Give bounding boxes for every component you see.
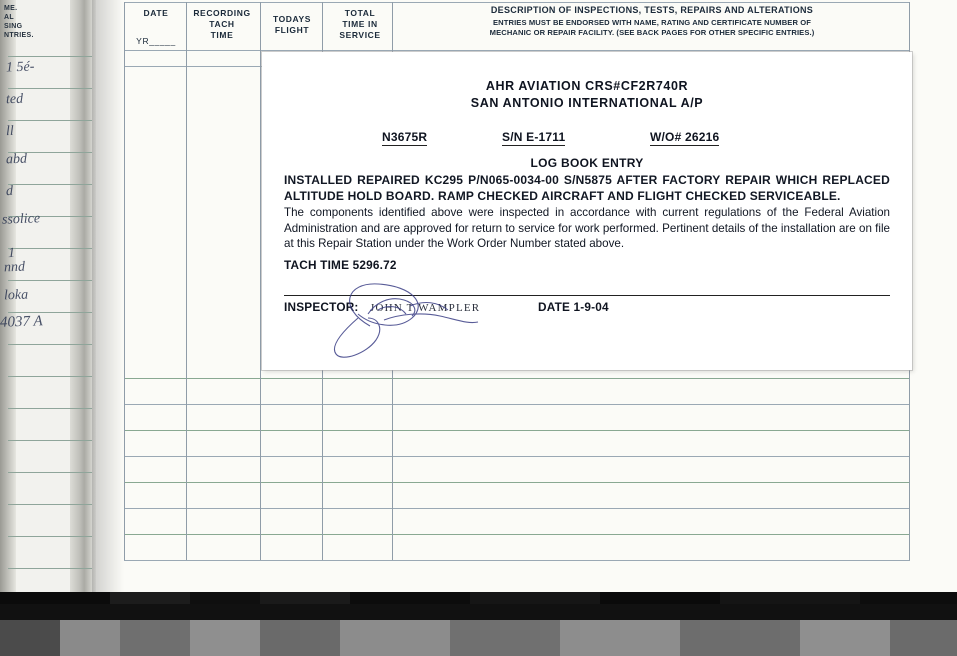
log-book-entry-title: LOG BOOK ENTRY [530, 156, 644, 170]
description-subtitle-1: ENTRIES MUST BE ENDORSED WITH NAME, RATING AND CERTIFICATE NUMBER OF [493, 18, 811, 27]
signature-line [284, 295, 890, 296]
work-order-number: W/O# 26216 [650, 130, 720, 144]
verso-handwriting-7: 1 [7, 245, 16, 262]
verso-header-line-2: AL [4, 14, 14, 21]
spine-shadow [92, 0, 124, 592]
column-header-date-year: YR_____ [136, 36, 176, 46]
column-header-total-time: TOTAL TIME IN SERVICE [339, 8, 381, 40]
verso-handwriting-8: nnd [3, 259, 26, 276]
verso-header-fragment [4, 4, 34, 40]
verso-handwriting-6: ssolice [1, 211, 41, 228]
verso-handwriting-10: 4037 A [0, 313, 43, 331]
entry-company-block [262, 78, 912, 112]
column-header-description: DESCRIPTION OF INSPECTIONS, TESTS, REPAIRS AND ALTERATIONS ENTRIES MUST BE ENDORSED WITH NAME, RATING AND CERTIFICATE NUMBER OF MECHANIC OR REPAIR FACILITY. (SEE BACK PAGES FOR OTHER SPECIFIC ENTRIES.) [398, 4, 906, 38]
verso-header-line-1: ME. [4, 5, 18, 12]
aircraft-serial-number: S/N E-1711 [502, 130, 566, 144]
verso-header-line-3: SING [4, 23, 23, 30]
verso-handwriting-9: loka [3, 287, 29, 304]
company-location: SAN ANTONIO INTERNATIONAL A/P [470, 96, 704, 110]
column-header-recording-tach: RECORDING TACH TIME [193, 8, 251, 40]
scan-table-band [0, 620, 957, 656]
entry-body-caps: INSTALLED REPAIRED KC295 P/N065-0034-00 S/N5875 AFTER FACTORY REPAIR WHICH REPLACED ALTITUDE HOLD BOARD. RAMP CHECKED AIRCRAFT AND FLIGHT CHECKED SERVICEABLE. [284, 173, 890, 203]
verso-handwriting-4: abd [5, 151, 28, 168]
tach-time: TACH TIME 5296.72 [284, 257, 397, 272]
aircraft-registration: N3675R [382, 130, 428, 144]
maintenance-entry-sticker [262, 52, 912, 370]
inspector-label: INSPECTOR: [284, 300, 359, 314]
verso-handwriting-5: d [5, 183, 14, 200]
verso-handwriting-3: ll [5, 123, 15, 140]
verso-header-line-4: NTRIES. [4, 32, 34, 39]
verso-handwriting-1: 1 5é- [5, 59, 35, 76]
company-name: AHR AVIATION CRS#CF2R740R [485, 79, 689, 93]
entry-identifiers [262, 130, 912, 148]
column-header-todays-flight: TODAYS FLIGHT [272, 14, 312, 35]
column-header-date: DATE [143, 8, 169, 18]
inspector-row [284, 300, 890, 314]
inspector-name: JOHN T WAMPLER [370, 302, 481, 314]
entry-body-boilerplate: The components identified above were inspected in accordance with current regulations of the Federal Aviation Administration and are approved for return to service for work performed. Pertinent details of the installation are on file at this Repair Station under the Work Order Number stated above. [284, 206, 890, 250]
description-subtitle-2: MECHANIC OR REPAIR FACILITY. (SEE BACK PAGES FOR OTHER SPECIFIC ENTRIES.) [489, 28, 815, 37]
verso-handwriting-2: ted [5, 91, 24, 108]
inspection-date: DATE 1-9-04 [538, 300, 609, 314]
scan-edge-strip [0, 592, 957, 604]
entry-body [284, 173, 890, 252]
